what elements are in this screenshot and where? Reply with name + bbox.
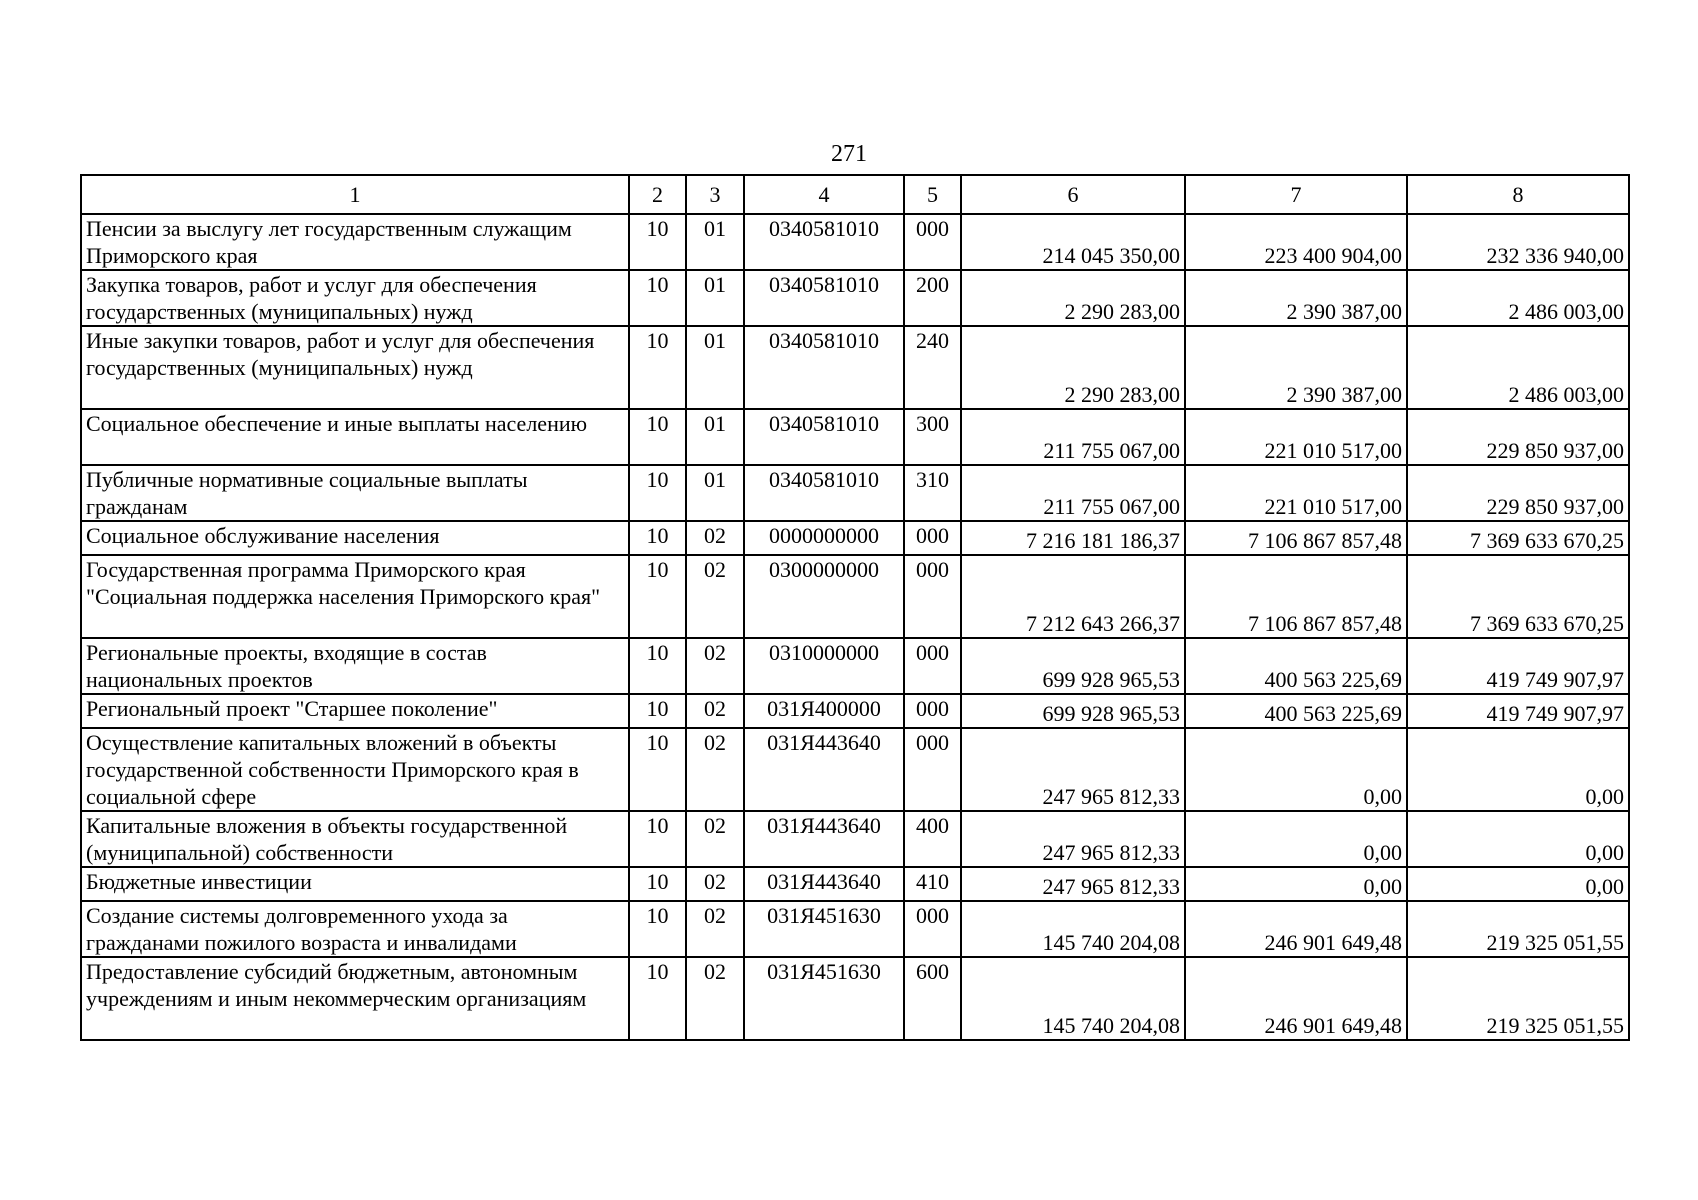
amount-col8: 229 850 937,00 [1407, 465, 1629, 521]
amount-col7: 246 901 649,48 [1185, 957, 1407, 1040]
expense-type-code: 000 [904, 728, 961, 811]
amount-col8: 0,00 [1407, 811, 1629, 867]
item-name: Иные закупки товаров, работ и услуг для обеспечения государственных (муниципальных) нужд [81, 326, 629, 409]
amount-col7: 2 390 387,00 [1185, 326, 1407, 409]
target-article-code: 031Я400000 [744, 694, 904, 728]
amount-col8: 219 325 051,55 [1407, 901, 1629, 957]
column-header: 7 [1185, 175, 1407, 214]
budget-table [80, 174, 1630, 1041]
subsection-code: 01 [686, 214, 744, 270]
target-article-code: 0340581010 [744, 270, 904, 326]
subsection-code: 02 [686, 811, 744, 867]
item-name: Капитальные вложения в объекты государственной (муниципальной) собственности [81, 811, 629, 867]
subsection-code: 02 [686, 728, 744, 811]
section-code: 10 [629, 957, 686, 1040]
expense-type-code: 000 [904, 521, 961, 555]
amount-col7: 0,00 [1185, 811, 1407, 867]
table-row [81, 465, 1629, 521]
amount-col7: 0,00 [1185, 867, 1407, 901]
amount-col6: 7 216 181 186,37 [961, 521, 1185, 555]
amount-col6: 145 740 204,08 [961, 901, 1185, 957]
column-header: 3 [686, 175, 744, 214]
table-row [81, 728, 1629, 811]
subsection-code: 02 [686, 957, 744, 1040]
table-row [81, 326, 1629, 409]
section-code: 10 [629, 638, 686, 694]
amount-col7: 223 400 904,00 [1185, 214, 1407, 270]
table-row [81, 694, 1629, 728]
amount-col8: 0,00 [1407, 728, 1629, 811]
amount-col6: 211 755 067,00 [961, 409, 1185, 465]
expense-type-code: 000 [904, 901, 961, 957]
section-code: 10 [629, 270, 686, 326]
amount-col6: 247 965 812,33 [961, 867, 1185, 901]
expense-type-code: 310 [904, 465, 961, 521]
header-row [81, 175, 1629, 214]
amount-col6: 2 290 283,00 [961, 326, 1185, 409]
target-article-code: 0340581010 [744, 214, 904, 270]
amount-col7: 0,00 [1185, 728, 1407, 811]
subsection-code: 02 [686, 901, 744, 957]
table-row [81, 811, 1629, 867]
item-name: Государственная программа Приморского края "Социальная поддержка населения Приморского края" [81, 555, 629, 638]
table-row [81, 270, 1629, 326]
amount-col8: 419 749 907,97 [1407, 694, 1629, 728]
target-article-code: 0340581010 [744, 465, 904, 521]
table-row [81, 555, 1629, 638]
amount-col7: 400 563 225,69 [1185, 694, 1407, 728]
amount-col7: 400 563 225,69 [1185, 638, 1407, 694]
subsection-code: 01 [686, 326, 744, 409]
expense-type-code: 000 [904, 638, 961, 694]
item-name: Региональный проект "Старшее поколение" [81, 694, 629, 728]
subsection-code: 02 [686, 521, 744, 555]
amount-col6: 145 740 204,08 [961, 957, 1185, 1040]
table-row [81, 867, 1629, 901]
item-name: Создание системы долговременного ухода за гражданами пожилого возраста и инвалидами [81, 901, 629, 957]
item-name: Пенсии за выслугу лет государственным служащим Приморского края [81, 214, 629, 270]
table-row [81, 638, 1629, 694]
amount-col6: 699 928 965,53 [961, 694, 1185, 728]
target-article-code: 031Я443640 [744, 811, 904, 867]
amount-col8: 219 325 051,55 [1407, 957, 1629, 1040]
amount-col8: 7 369 633 670,25 [1407, 555, 1629, 638]
amount-col6: 211 755 067,00 [961, 465, 1185, 521]
table-row [81, 214, 1629, 270]
amount-col8: 229 850 937,00 [1407, 409, 1629, 465]
amount-col6: 699 928 965,53 [961, 638, 1185, 694]
amount-col7: 246 901 649,48 [1185, 901, 1407, 957]
page-number: 271 [831, 141, 867, 167]
expense-type-code: 000 [904, 694, 961, 728]
section-code: 10 [629, 326, 686, 409]
subsection-code: 01 [686, 270, 744, 326]
section-code: 10 [629, 867, 686, 901]
expense-type-code: 200 [904, 270, 961, 326]
item-name: Закупка товаров, работ и услуг для обеспечения государственных (муниципальных) нужд [81, 270, 629, 326]
item-name: Бюджетные инвестиции [81, 867, 629, 901]
amount-col6: 247 965 812,33 [961, 811, 1185, 867]
expense-type-code: 410 [904, 867, 961, 901]
subsection-code: 02 [686, 555, 744, 638]
target-article-code: 0340581010 [744, 326, 904, 409]
amount-col6: 214 045 350,00 [961, 214, 1185, 270]
table-row [81, 901, 1629, 957]
amount-col8: 7 369 633 670,25 [1407, 521, 1629, 555]
target-article-code: 0340581010 [744, 409, 904, 465]
subsection-code: 02 [686, 638, 744, 694]
table-row [81, 521, 1629, 555]
amount-col7: 7 106 867 857,48 [1185, 521, 1407, 555]
item-name: Предоставление субсидий бюджетным, автономным учреждениям и иным некоммерческим организациям [81, 957, 629, 1040]
item-name: Осуществление капитальных вложений в объекты государственной собственности Приморского края в социальной сфере [81, 728, 629, 811]
section-code: 10 [629, 465, 686, 521]
target-article-code: 0300000000 [744, 555, 904, 638]
section-code: 10 [629, 728, 686, 811]
item-name: Публичные нормативные социальные выплаты гражданам [81, 465, 629, 521]
table-row [81, 957, 1629, 1040]
amount-col7: 221 010 517,00 [1185, 409, 1407, 465]
subsection-code: 01 [686, 465, 744, 521]
subsection-code: 01 [686, 409, 744, 465]
target-article-code: 0310000000 [744, 638, 904, 694]
expense-type-code: 400 [904, 811, 961, 867]
section-code: 10 [629, 901, 686, 957]
amount-col8: 2 486 003,00 [1407, 326, 1629, 409]
amount-col8: 0,00 [1407, 867, 1629, 901]
expense-type-code: 600 [904, 957, 961, 1040]
amount-col8: 232 336 940,00 [1407, 214, 1629, 270]
expense-type-code: 000 [904, 555, 961, 638]
amount-col8: 2 486 003,00 [1407, 270, 1629, 326]
section-code: 10 [629, 555, 686, 638]
item-name: Социальное обеспечение и иные выплаты населению [81, 409, 629, 465]
section-code: 10 [629, 521, 686, 555]
target-article-code: 0000000000 [744, 521, 904, 555]
subsection-code: 02 [686, 867, 744, 901]
target-article-code: 031Я443640 [744, 867, 904, 901]
target-article-code: 031Я443640 [744, 728, 904, 811]
amount-col7: 221 010 517,00 [1185, 465, 1407, 521]
section-code: 10 [629, 694, 686, 728]
amount-col6: 2 290 283,00 [961, 270, 1185, 326]
amount-col6: 7 212 643 266,37 [961, 555, 1185, 638]
target-article-code: 031Я451630 [744, 957, 904, 1040]
section-code: 10 [629, 214, 686, 270]
column-header: 2 [629, 175, 686, 214]
column-header: 1 [81, 175, 629, 214]
item-name: Региональные проекты, входящие в состав национальных проектов [81, 638, 629, 694]
expense-type-code: 300 [904, 409, 961, 465]
expense-type-code: 240 [904, 326, 961, 409]
column-header: 4 [744, 175, 904, 214]
section-code: 10 [629, 811, 686, 867]
amount-col6: 247 965 812,33 [961, 728, 1185, 811]
column-header: 8 [1407, 175, 1629, 214]
amount-col7: 7 106 867 857,48 [1185, 555, 1407, 638]
amount-col7: 2 390 387,00 [1185, 270, 1407, 326]
section-code: 10 [629, 409, 686, 465]
amount-col8: 419 749 907,97 [1407, 638, 1629, 694]
column-header: 6 [961, 175, 1185, 214]
table-row [81, 409, 1629, 465]
item-name: Социальное обслуживание населения [81, 521, 629, 555]
expense-type-code: 000 [904, 214, 961, 270]
column-header: 5 [904, 175, 961, 214]
subsection-code: 02 [686, 694, 744, 728]
target-article-code: 031Я451630 [744, 901, 904, 957]
